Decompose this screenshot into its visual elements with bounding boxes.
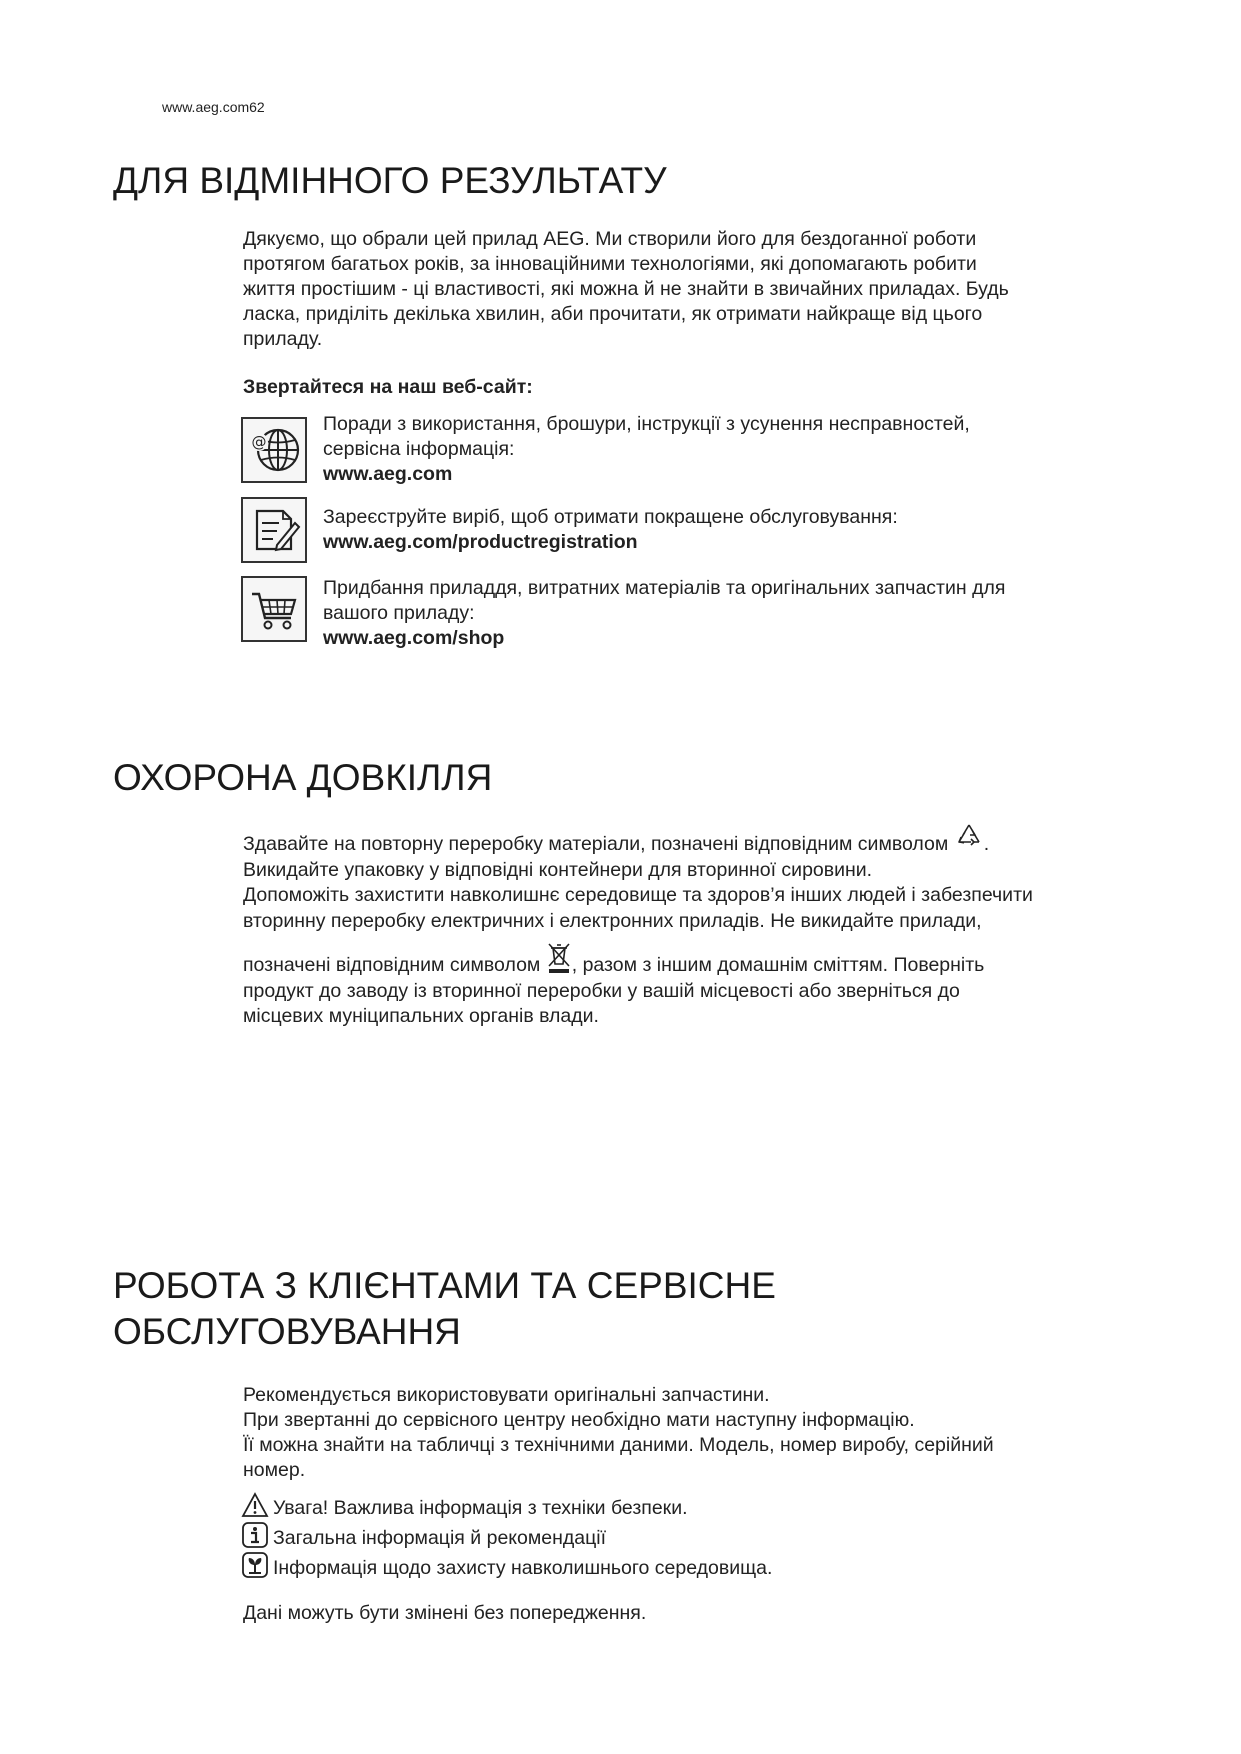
intro-line: приладу. — [243, 328, 323, 350]
legend-text: Загальна інформація й рекомендації — [273, 1527, 607, 1549]
env-line: продукт до заводу із вторинної переробки у вашій місцевості або зверніться до — [243, 979, 960, 1002]
shopping-cart-icon-box — [241, 576, 307, 642]
visit-website-label: Звертайтеся на наш веб-сайт: — [243, 376, 533, 398]
legend-info — [241, 1522, 606, 1551]
info-icon — [241, 1522, 269, 1548]
intro-line: Дякуємо, що обрали цей прилад AEG. Ми створили його для бездоганної роботи — [243, 228, 977, 250]
svg-text:@: @ — [251, 433, 267, 451]
env-text: . — [983, 833, 990, 855]
link-url-registration[interactable]: www.aeg.com/productregistration — [323, 531, 638, 553]
warning-triangle-icon — [241, 1492, 269, 1518]
env-line: місцевих муніципальних органів влади. — [243, 1005, 599, 1027]
shopping-cart-icon — [247, 582, 301, 636]
service-line: При звертанні до сервісного центру необхідно мати наступну інформацію. — [243, 1409, 915, 1431]
service-paragraph — [243, 1383, 1143, 1483]
title-line: ОБСЛУГОВУВАННЯ — [113, 1311, 461, 1352]
link-description-line: Зареєструйте виріб, щоб отримати покращене обслуговування: — [323, 506, 898, 528]
section-title-best-results: ДЛЯ ВІДМІННОГО РЕЗУЛЬТАТУ — [113, 160, 667, 201]
legend-environment — [241, 1552, 772, 1581]
service-line: Рекомендується використовувати оригінальні запчастини. — [243, 1384, 770, 1406]
link-description-line: Поради з використання, брошури, інструкції з усунення несправностей, — [323, 413, 970, 435]
registration-note-icon — [247, 503, 301, 557]
service-line: номер. — [243, 1459, 306, 1481]
link-registration-text — [323, 505, 1143, 555]
crossed-bin-icon — [546, 942, 572, 974]
legend-text: Увага! Важлива інформація з техніки безпеки. — [273, 1497, 688, 1519]
globe-at-icon-box — [241, 417, 307, 483]
registration-note-icon-box — [241, 497, 307, 563]
globe-at-icon — [247, 423, 301, 477]
legend-warning — [241, 1492, 688, 1521]
link-url-aeg[interactable]: www.aeg.com — [323, 463, 453, 485]
env-line: вторинну переробку електричних і електронних приладів. Не викидайте прилади, — [243, 909, 982, 932]
env-text: Здавайте на повторну переробку матеріали, позначені відповідним символом — [243, 833, 954, 855]
recycle-icon — [954, 822, 984, 852]
link-description-line: вашого приладу: — [323, 602, 475, 624]
intro-line: життя простішим - ці властивості, які можна й не знайти в звичайних приладах. Будь — [243, 278, 1009, 300]
section-title-customer-service — [113, 1263, 776, 1355]
env-text: , разом з іншим домашнім сміттям. Поверніть — [571, 954, 985, 976]
env-text: позначені відповідним символом — [243, 954, 546, 976]
intro-paragraph — [243, 227, 1143, 352]
disclaimer: Дані можуть бути змінені без попередження. — [243, 1602, 647, 1624]
env-line-recycle — [243, 822, 1143, 858]
legend-text: Інформація щодо захисту навколишнього середовища. — [273, 1557, 773, 1579]
link-description-line: Придбання приладдя, витратних матеріалів та оригінальних запчастин для — [323, 577, 1006, 599]
header-url: www.aeg.com62 — [162, 99, 265, 115]
intro-line: протягом багатьох років, за інноваційними технологіями, які допомагають робити — [243, 253, 977, 275]
env-line: Викидайте упаковку у відповідні контейнери для вторинної сировини. — [243, 858, 873, 881]
link-support-text — [323, 412, 1143, 487]
service-line: Її можна знайти на табличці з технічними даними. Модель, номер виробу, серійний — [243, 1434, 994, 1456]
env-line: Допоможіть захистити навколишнє середовище та здоров’я інших людей і забезпечити — [243, 884, 1033, 906]
link-url-shop[interactable]: www.aeg.com/shop — [323, 627, 505, 649]
environment-paragraph — [243, 822, 1143, 1030]
environment-icon — [241, 1552, 269, 1578]
link-description-line: сервісна інформація: — [323, 438, 515, 460]
intro-line: ласка, приділіть декілька хвилин, аби прочитати, як отримати найкраще від цього — [243, 303, 983, 325]
env-line-weee — [243, 942, 1143, 979]
title-line: РОБОТА З КЛІЄНТАМИ ТА СЕРВІСНЕ — [113, 1265, 776, 1306]
link-shop-text — [323, 576, 1143, 651]
section-title-environment: ОХОРОНА ДОВКІЛЛЯ — [113, 757, 493, 798]
